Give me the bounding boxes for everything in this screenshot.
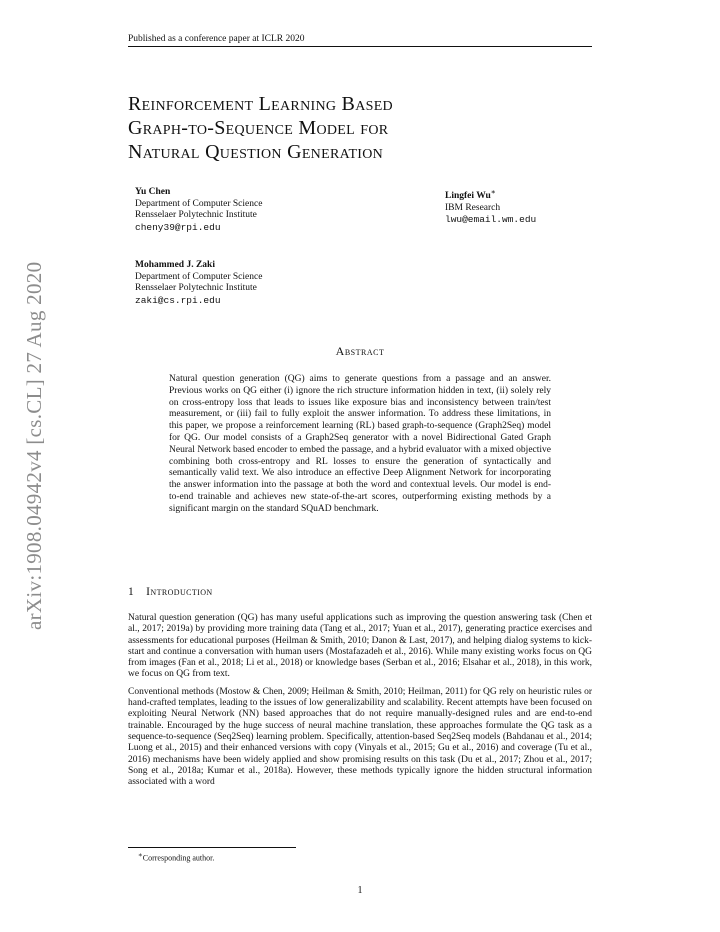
- page-number: 1: [357, 885, 363, 896]
- author-block: [135, 187, 262, 233]
- author-name: Mohammed J. Zaki: [135, 260, 215, 270]
- title-line: Reinforcement Learning Based: [128, 93, 393, 115]
- section-heading: [128, 586, 213, 598]
- body-paragraph: Natural question generation (QG) has many useful applications such as improving the question answering task (Chen et al., 2017; 2019a) by providing more training data (Tang et al., 2017; Yuan et al., 2017), generating practice exercises and assessments for educational purposes (Heilman & Smith, 2010; Danon & Last, 2017), and helping dialog systems to kick-start and continue a conversation with human users (Mostafazadeh et al., 2016). While many existing works focus on QG from images (Fan et al., 2018; Li et al., 2018) or knowledge bases (Serban et al., 2016; Elsahar et al., 2018), in this work, we focus on QG from text.: [128, 613, 592, 680]
- author-email[interactable]: zaki@cs.rpi.edu: [135, 294, 221, 306]
- author-affiliation: Department of Computer Science: [135, 271, 263, 282]
- title-line: Graph-to-Sequence Model for: [128, 117, 389, 139]
- abstract-text: Natural question generation (QG) aims to generate questions from a passage and an answer. Previous works on QG either (i) ignore the rich structure information hidden in text, (ii) solely rely on cross-entropy loss that leads to issues like exposure bias and inconsistency between train/test measurement, or (iii) fail to fully exploit the answer information. To address these limitations, in this paper, we propose a reinforcement learning (RL) based graph-to-sequence (Graph2Seq) model for QG. Our model consists of a Graph2Seq generator with a novel Bidirectional Gated Graph Neural Network based encoder to embed the passage, and a hybrid evaluator with a mixed objective combining both cross-entropy and RL losses to ensure the generation of syntactically and semantically valid text. We also introduce an effective Deep Alignment Network for incorporating the answer information into the passage at both the word and contextual levels. Our model is end-to-end trainable and achieves new state-of-the-art scores, outperforming existing methods by a significant margin on the standard SQuAD benchmark.: [169, 374, 551, 514]
- author-email[interactable]: lwu@email.wm.edu: [445, 214, 537, 226]
- section-body: [128, 613, 592, 794]
- author-affiliation: Rensselaer Polytechnic Institute: [135, 210, 257, 220]
- running-head: Published as a conference paper at ICLR 2020: [128, 34, 592, 47]
- author-name: Lingfei Wu: [445, 191, 491, 202]
- author-affiliation: Department of Computer Science: [135, 198, 263, 209]
- abstract-heading: Abstract: [335, 344, 385, 358]
- author-block: [135, 260, 262, 306]
- footnote: [138, 851, 214, 863]
- footnote-marker: ∗: [138, 851, 143, 859]
- arxiv-stamp: arXiv:1908.04942v4 [cs.CL] 27 Aug 2020: [22, 261, 46, 630]
- section-title: Introduction: [146, 586, 213, 598]
- title-line: Natural Question Generation: [128, 141, 384, 163]
- paper-title: [128, 92, 598, 164]
- author-name-line: [445, 187, 536, 203]
- author-email[interactable]: cheny39@rpi.edu: [135, 221, 221, 233]
- author-affiliation: IBM Research: [445, 202, 501, 213]
- section-number: 1: [128, 586, 135, 598]
- footnote-text: Corresponding author.: [142, 853, 215, 863]
- body-paragraph: Conventional methods (Mostow & Chen, 2009; Heilman & Smith, 2010; Heilman, 2011) for QG rely on heuristic rules or hand-crafted templates, leading to the issues of low generalizability and scalability. Recent attempts have been focused on exploiting Neural Network (NN) based approaches that do not require manually-designed rules and are end-to-end trainable. Encouraged by the huge success of neural machine translation, these approaches formulate the QG task as a sequence-to-sequence (Seq2Seq) learning problem. Specifically, attention-based Seq2Seq models (Bahdanau et al., 2014; Luong et al., 2015) and their enhanced versions with copy (Vinyals et al., 2015; Gu et al., 2016) and coverage (Tu et al., 2016) mechanisms have been widely applied and show promising results on this task (Du et al., 2017; Zhou et al., 2017; Song et al., 2018a; Kumar et al., 2018a). However, these methods typically ignore the hidden structural information associated with a word: [128, 686, 592, 788]
- author-affiliation: Rensselaer Polytechnic Institute: [135, 283, 257, 293]
- author-name: Yu Chen: [135, 187, 171, 197]
- footnote-divider: [128, 847, 296, 848]
- author-block: [445, 187, 536, 226]
- footnote-marker: ∗: [490, 188, 496, 196]
